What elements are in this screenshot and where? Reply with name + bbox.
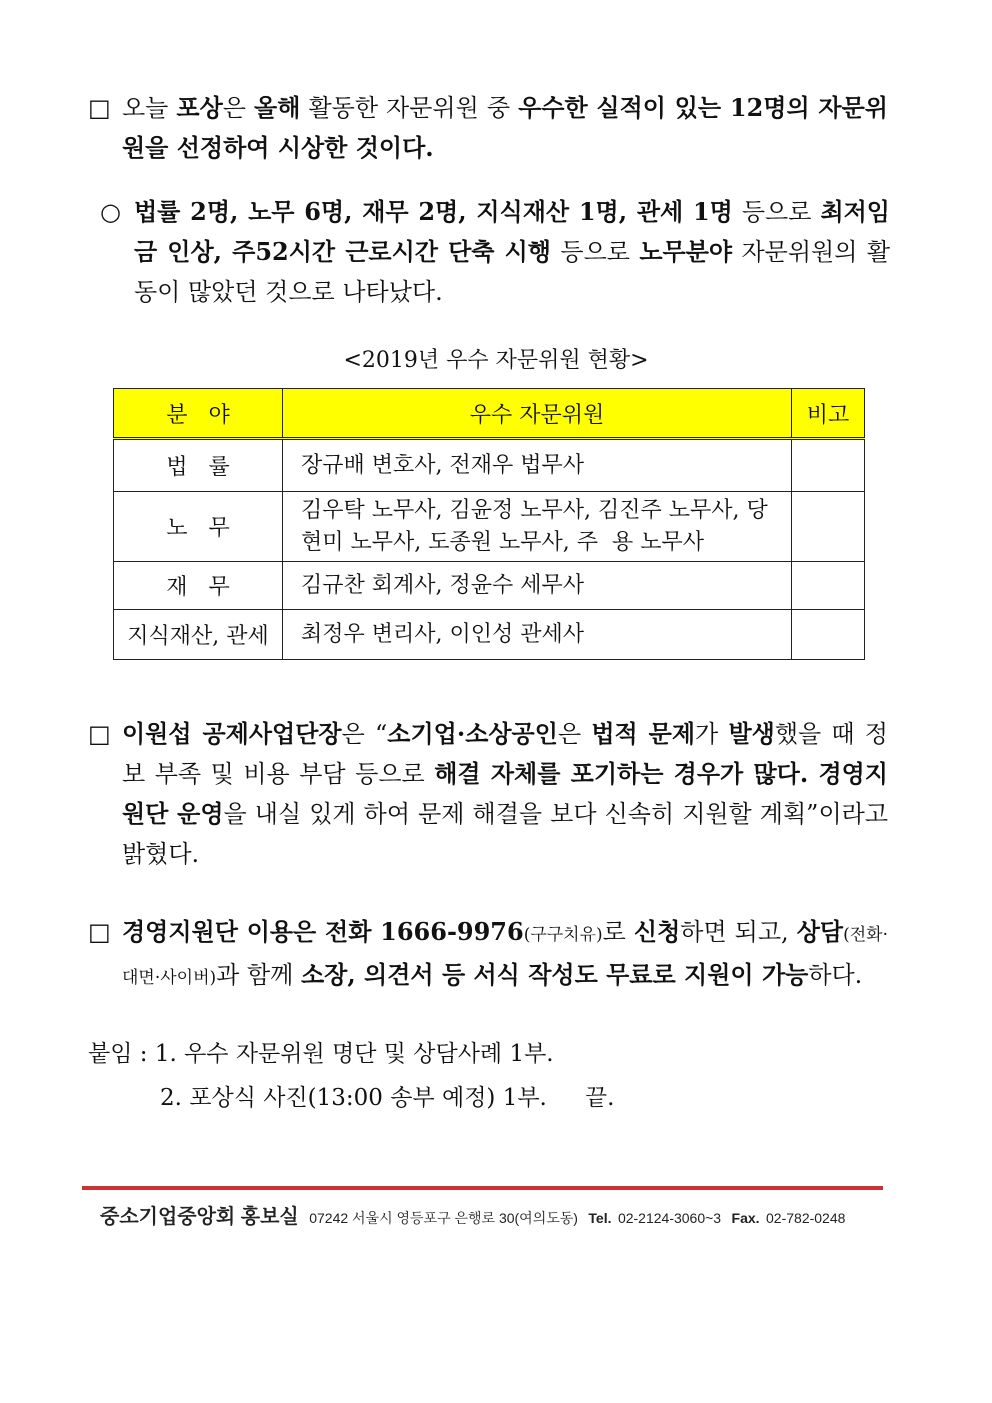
header-field: 분 야 xyxy=(114,389,283,439)
row-members: 최정우 변리사, 이인성 관세사 xyxy=(283,610,792,660)
table-row xyxy=(114,562,865,610)
bold-text: 포상 xyxy=(176,93,223,122)
row-field: 재 무 xyxy=(114,562,283,610)
text: 등으로 xyxy=(732,198,821,226)
row-note xyxy=(792,492,865,562)
row-note xyxy=(792,562,865,610)
text: 을 내실 있게 하여 문제 해결을 보다 신속히 지원할 계획”이라고 밝혔다. xyxy=(122,800,888,868)
bold-text: 최저임금 인상, 주52시간 근로시간 단축 시행 xyxy=(134,197,890,266)
bold-text: 올해 xyxy=(254,93,301,122)
footer-org: 중소기업중앙회 홍보실 xyxy=(100,1206,299,1228)
table-header-row xyxy=(114,389,865,439)
attachment-item: 2. 포상식 사진(13:00 송부 예정) 1부. xyxy=(160,1085,547,1111)
text: 했을 때 정보 부족 및 비용 부담 등으로 xyxy=(122,720,888,788)
footer-address: 07242 서울시 영등포구 은행로 30(여의도동) xyxy=(309,1210,578,1226)
footer-tel-label: Tel. xyxy=(588,1210,612,1226)
paragraph-field-breakdown xyxy=(100,192,890,312)
text: 오늘 xyxy=(122,94,177,122)
bold-text: 노무분야 xyxy=(639,237,733,266)
row-note xyxy=(792,610,865,660)
paragraph-director-quote xyxy=(88,714,888,874)
bold-text: 발생 xyxy=(728,719,775,748)
table-caption: <2019년 우수 자문위원 현황> xyxy=(343,348,649,373)
small-text: (구구치유) xyxy=(523,925,603,945)
table-row xyxy=(114,610,865,660)
table-row xyxy=(114,439,865,492)
bold-text: 이원섭 공제사업단장 xyxy=(122,719,342,748)
header-members: 우수 자문위원 xyxy=(283,389,792,439)
text: 활동한 자문위원 중 xyxy=(300,94,519,122)
text: 가 xyxy=(695,720,729,748)
small-text: (전화·대면·사이버) xyxy=(122,925,888,988)
paragraph-award-summary xyxy=(88,88,888,168)
bold-text: 해결 자체를 포기하는 경우가 많다. 경영지원단 운영 xyxy=(122,759,888,828)
bold-text: 법적 문제 xyxy=(591,719,696,748)
bold-text: 상담 xyxy=(796,917,844,946)
footer xyxy=(100,1200,845,1229)
row-members: 김규찬 회계사, 정윤수 세무사 xyxy=(283,562,792,610)
row-field: 법 률 xyxy=(114,439,283,492)
attachment-label: 붙임 : xyxy=(88,1041,155,1067)
attachment-line-1 xyxy=(88,1032,614,1076)
row-field: 노 무 xyxy=(114,492,283,562)
bold-text: 경영지원단 이용은 전화 1666-9976 xyxy=(122,917,524,946)
square-bullet: □ xyxy=(88,918,111,946)
row-note xyxy=(792,439,865,492)
text: 하면 되고, xyxy=(680,918,797,946)
advisor-table xyxy=(113,388,865,660)
bold-text: 소기업·소상공인 xyxy=(387,719,558,748)
footer-tel: 02-2124-3060~3 xyxy=(617,1210,722,1226)
row-members: 김우탁 노무사, 김윤정 노무사, 김진주 노무사, 당현미 노무사, 도종원 노무사, 주 용 노무사 xyxy=(283,492,792,562)
text: 은 xyxy=(222,94,255,122)
square-bullet: □ xyxy=(88,720,111,748)
bold-text: 우수한 실적이 있는 12명의 자문위원을 선정하여 시상한 것이다. xyxy=(122,93,888,162)
bold-text: 신청 xyxy=(633,917,681,946)
text: 자문위원의 활동이 많았던 것으로 나타났다. xyxy=(134,238,891,306)
header-note: 비고 xyxy=(792,389,865,439)
footer-divider xyxy=(82,1186,883,1190)
row-field: 지식재산, 관세 xyxy=(114,610,283,660)
text: 등으로 xyxy=(550,238,640,266)
paragraph-service-info xyxy=(88,912,888,998)
footer-fax-label: Fax. xyxy=(731,1210,760,1226)
table-row xyxy=(114,492,865,562)
bold-text: 소장, 의견서 등 서식 작성도 무료로 지원이 가능 xyxy=(300,960,809,989)
text: 은 xyxy=(557,720,592,748)
row-members: 장규배 변호사, 전재우 법무사 xyxy=(283,439,792,492)
attachments xyxy=(88,1032,614,1120)
bold-text: 법률 2명, 노무 6명, 재무 2명, 지식재산 1명, 관세 1명 xyxy=(134,197,733,226)
footer-fax: 02-782-0248 xyxy=(766,1210,846,1226)
end-mark: 끝. xyxy=(584,1085,615,1111)
text: 하다. xyxy=(808,961,863,989)
text: 과 함께 xyxy=(216,961,301,989)
text: 로 xyxy=(602,918,634,946)
attachment-item: 1. 우수 자문위원 명단 및 상담사례 1부. xyxy=(154,1041,554,1067)
square-bullet: □ xyxy=(88,94,111,122)
circle-bullet: ○ xyxy=(100,198,121,226)
text: 은 “ xyxy=(341,720,388,748)
attachment-line-2 xyxy=(88,1076,614,1120)
